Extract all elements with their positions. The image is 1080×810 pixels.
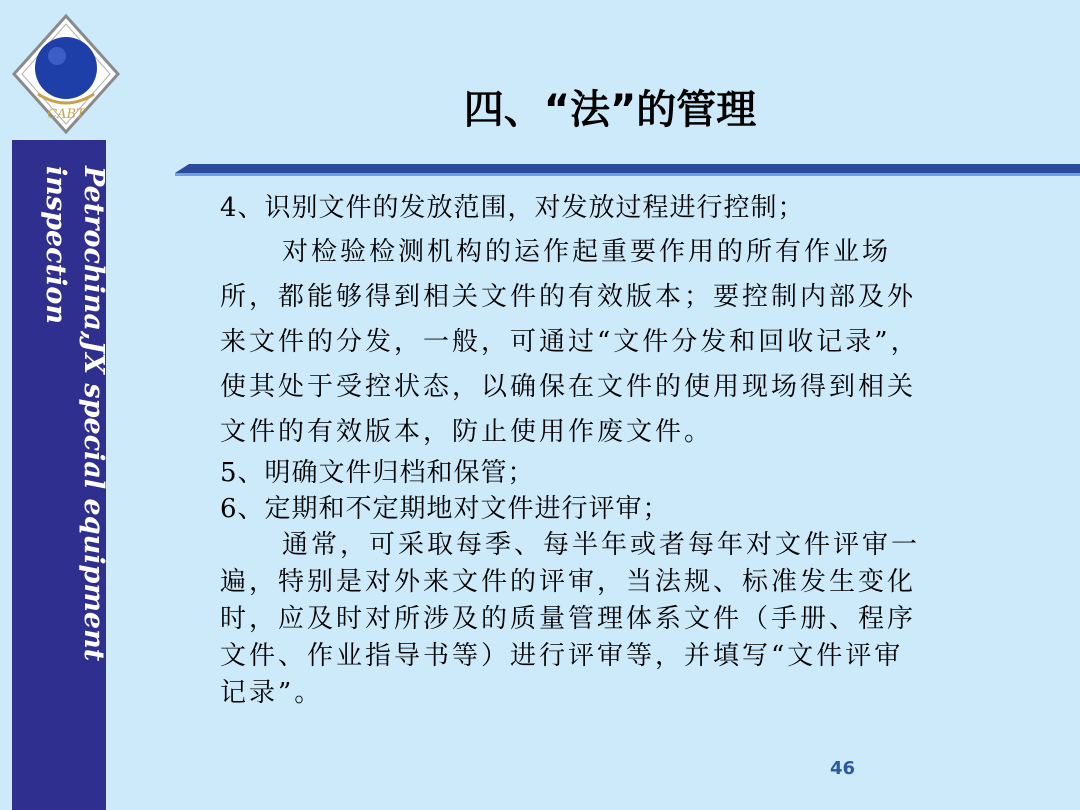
- slide-body: [220, 190, 920, 712]
- item-4-heading: 4、识别文件的发放范围，对发放过程进行控制；: [220, 193, 805, 223]
- slide-title: 四、“法”的管理: [463, 87, 757, 133]
- sidebar-band: [12, 140, 109, 810]
- item-6-body: 通常，可采取每季、每半年或者每年对文件评审一遍，特别是对外来文件的评审，当法规、标准发生变化时，应及时对所涉及的质量管理体系文件（手册、程序文件、作业指导书等）进行评审等，并填写“文件评审记录”。: [220, 530, 921, 708]
- item-4-body: 对检验检测机构的运作起重要作用的所有作业场所，都能够得到相关文件的有效版本；要控制内部及外来文件的分发，一般，可通过“文件分发和回收记录”，使其处于受控状态，以确保在文件的使用现场得到相关文件的有效版本，防止使用作废文件。: [220, 237, 920, 447]
- organization-logo: [10, 12, 122, 136]
- logo-lettering: CABT: [47, 107, 85, 122]
- page-number: 46: [830, 758, 856, 779]
- title-rule: [175, 164, 1080, 178]
- item-6-heading: 6、定期和不定期地对文件进行评审；: [220, 494, 670, 524]
- sidebar-caption: Petrochina,JX special equipment inspection: [40, 166, 109, 662]
- item-5-heading: 5、明确文件归档和保管；: [220, 458, 535, 488]
